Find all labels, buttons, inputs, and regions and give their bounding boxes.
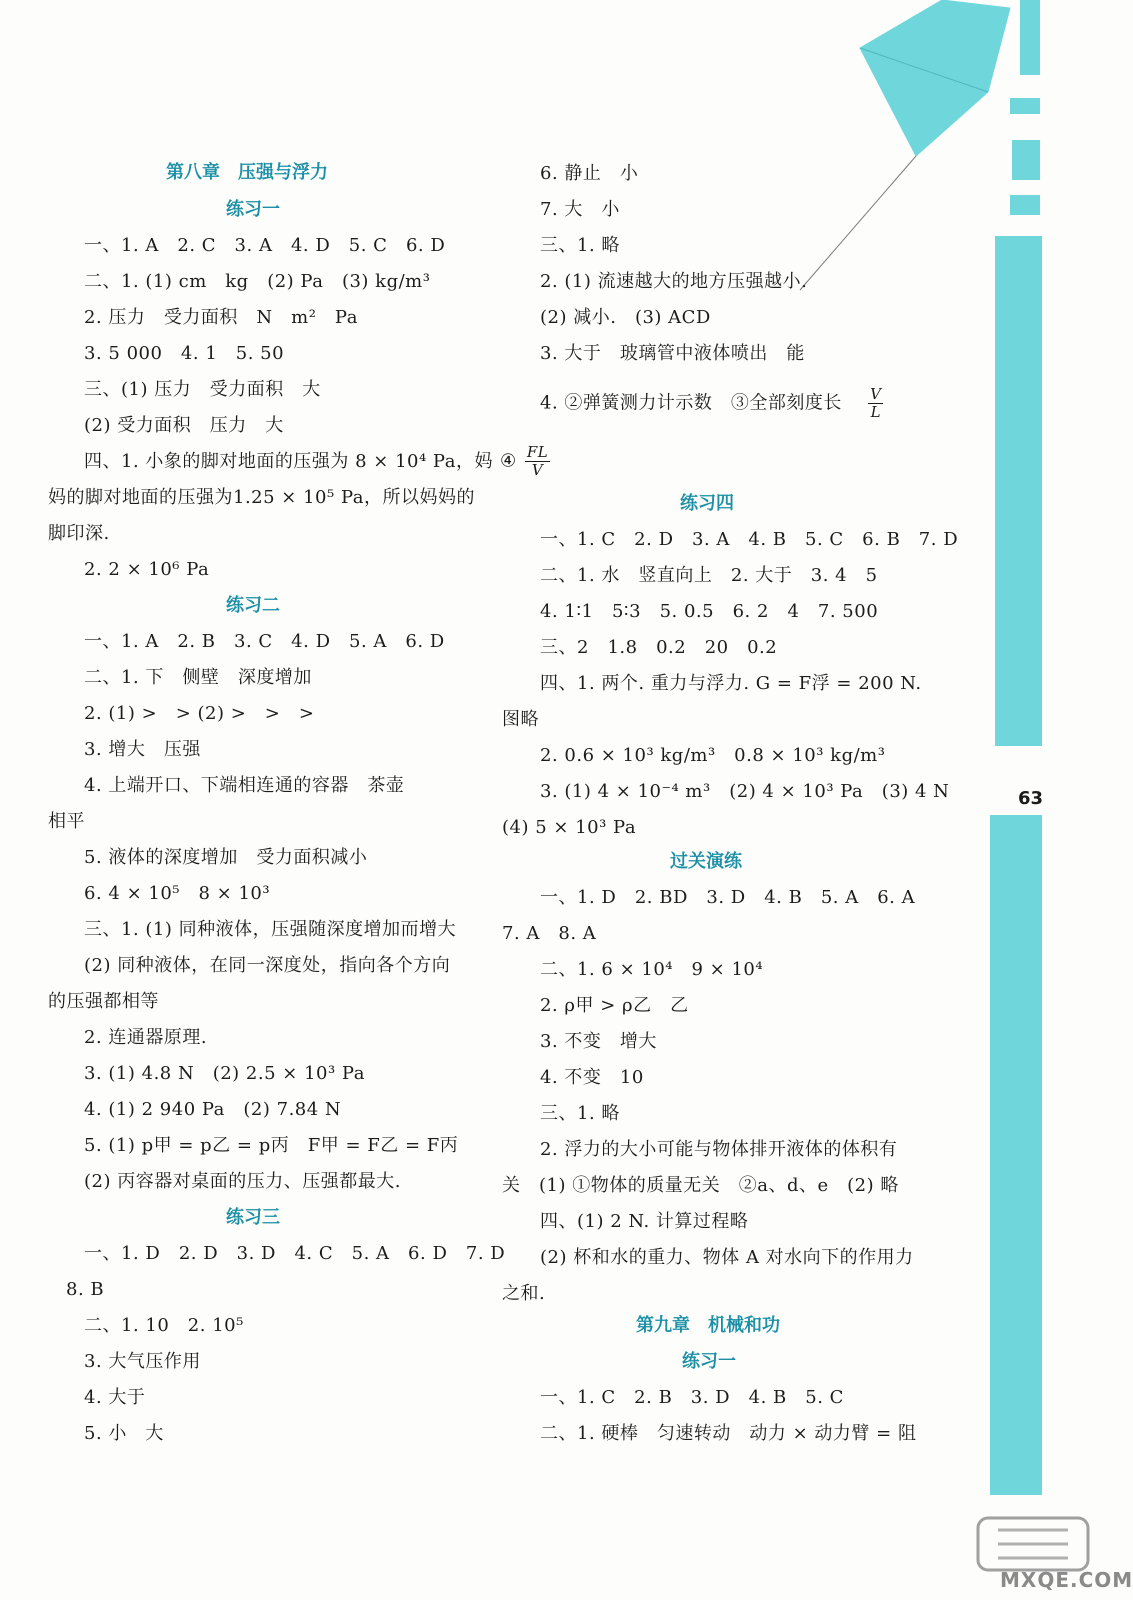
ex3-cont-line	[540, 386, 885, 421]
fraction-numerator: V	[870, 385, 882, 403]
ex4-line: 3. (1) 4 × 10⁻⁴ m³ (2) 4 × 10³ Pa (3) 4 N	[540, 781, 950, 802]
ex3-cont-line: 3. 大于 玻璃管中液体喷出 能	[540, 343, 805, 364]
review-line: 关 (1) ①物体的质量无关 ②a、d、e (2) 略	[502, 1175, 899, 1196]
fraction-v-over-l	[868, 386, 883, 421]
ex3-line: 一、1. D 2. D 3. D 4. C 5. A 6. D 7. D	[84, 1243, 506, 1264]
ch9-ex1-line: 一、1. C 2. B 3. D 4. B 5. C	[540, 1387, 844, 1408]
ex4-line: 二、1. 水 竖直向上 2. 大于 3. 4 5	[540, 565, 878, 586]
exercise-2-title: 练习二	[226, 595, 280, 616]
ex2-line: 6. 4 × 10⁵ 8 × 10³	[84, 883, 271, 904]
review-line: 二、1. 6 × 10⁴ 9 × 10⁴	[540, 959, 764, 980]
ex2-line: 5. 液体的深度增加 受力面积减小	[84, 847, 368, 868]
ex2-line: 5. (1) p甲 = p乙 = p丙 F甲 = F乙 = F丙	[84, 1135, 459, 1156]
ex1-line: 2. 压力 受力面积 N m² Pa	[84, 307, 358, 328]
review-line: 7. A 8. A	[502, 923, 597, 944]
fraction-prefix: ④	[500, 450, 517, 472]
ex2-line: 4. (1) 2 940 Pa (2) 7.84 N	[84, 1099, 342, 1120]
ch9-ex1-line: 二、1. 硬棒 匀速转动 动力 × 动力臂 = 阻	[540, 1423, 917, 1444]
ex2-line: 2. (1) > > (2) > > >	[84, 703, 315, 724]
review-line: 3. 不变 增大	[540, 1031, 657, 1052]
ex2-line: 相平	[48, 811, 85, 832]
ex2-line: 2. 连通器原理.	[84, 1027, 208, 1048]
ex3-cont-line: (2) 减小. (3) ACD	[540, 307, 711, 328]
ex3-cont-line: 7. 大 小	[540, 199, 620, 220]
review-line: 三、1. 略	[540, 1103, 620, 1124]
ex4-line: 一、1. C 2. D 3. A 4. B 5. C 6. B 7. D	[540, 529, 959, 550]
ex2-line: (2) 丙容器对桌面的压力、压强都最大.	[84, 1171, 401, 1192]
ex3-q4-text: 4. ②弹簧测力计示数 ③全部刻度长	[540, 392, 842, 414]
review-line: 四、(1) 2 N. 计算过程略	[540, 1211, 749, 1232]
side-band-mid	[995, 236, 1042, 746]
fraction-denominator: V	[531, 461, 544, 479]
chapter-9-title: 第九章 机械和功	[636, 1315, 780, 1336]
kite-illustration	[860, 0, 1040, 300]
ex3-cont-line: 三、1. 略	[540, 235, 620, 256]
ex1-line: (2) 受力面积 压力 大	[84, 415, 284, 436]
ex1-line: 2. 2 × 10⁶ Pa	[84, 559, 210, 580]
ch9-exercise-1-title: 练习一	[682, 1351, 736, 1372]
review-line: 一、1. D 2. BD 3. D 4. B 5. A 6. A	[540, 887, 916, 908]
ex1-line: 3. 5 000 4. 1 5. 50	[84, 343, 285, 364]
exercise-4-title: 练习四	[680, 493, 734, 514]
ex4-line: 4. 1∶1 5∶3 5. 0.5 6. 2 4 7. 500	[540, 601, 879, 622]
ex1-line: 妈的脚对地面的压强为1.25 × 10⁵ Pa，所以妈妈的	[48, 487, 475, 508]
fraction-fl-over-v	[525, 444, 550, 479]
chapter-8-title: 第八章 压强与浮力	[166, 162, 328, 183]
ex1-line: 三、(1) 压力 受力面积 大	[84, 379, 321, 400]
ex4-line: (4) 5 × 10³ Pa	[502, 817, 637, 838]
ex4-line: 图略	[502, 709, 539, 730]
ex2-line: 3. 增大 压强	[84, 739, 201, 760]
ex2-line: 一、1. A 2. B 3. C 4. D 5. A 6. D	[84, 631, 445, 652]
ex2-line: 的压强都相等	[48, 991, 159, 1012]
ex4-line: 2. 0.6 × 10³ kg/m³ 0.8 × 10³ kg/m³	[540, 745, 886, 766]
ex2-line: 二、1. 下 侧壁 深度增加	[84, 667, 312, 688]
review-line: 2. 浮力的大小可能与物体排开液体的体积有	[540, 1139, 898, 1160]
ex4-line: 三、2 1.8 0.2 20 0.2	[540, 637, 778, 658]
ex4-line: 四、1. 两个. 重力与浮力. G = F浮 = 200 N.	[540, 673, 922, 694]
watermark-domain: MXQE.COM	[1000, 1568, 1133, 1592]
ex1-line: 一、1. A 2. C 3. A 4. D 5. C 6. D	[84, 235, 446, 256]
side-band-bottom	[990, 815, 1042, 1495]
ex1-line: 脚印深.	[48, 523, 110, 544]
ex2-line: (2) 同种液体，在同一深度处，指向各个方向	[84, 955, 451, 976]
ex2-line: 3. (1) 4.8 N (2) 2.5 × 10³ Pa	[84, 1063, 365, 1084]
review-title: 过关演练	[670, 851, 742, 872]
page-number: 63	[1018, 788, 1044, 809]
review-line: (2) 杯和水的重力、物体 A 对水向下的作用力	[540, 1247, 914, 1268]
fraction-numerator: FL	[526, 443, 549, 461]
exercise-3-title: 练习三	[226, 1207, 280, 1228]
ex3-cont-line: 2. (1) 流速越大的地方压强越小.	[540, 271, 808, 292]
review-line: 之和.	[502, 1283, 546, 1304]
fraction-denominator: L	[870, 403, 882, 421]
ex3-cont-line	[500, 444, 552, 479]
ex3-line: 5. 小 大	[84, 1423, 164, 1444]
ex1-line: 二、1. (1) cm kg (2) Pa (3) kg/m³	[84, 271, 431, 292]
ex3-line: 4. 大于	[84, 1387, 146, 1408]
ex3-line: 8. B	[66, 1279, 105, 1300]
ex3-line: 二、1. 10 2. 10⁵	[84, 1315, 244, 1336]
ex2-line: 三、1. (1) 同种液体，压强随深度增加而增大	[84, 919, 457, 940]
ex1-line: 四、1. 小象的脚对地面的压强为 8 × 10⁴ Pa，妈	[84, 451, 493, 472]
review-line: 2. ρ甲 > ρ乙 乙	[540, 995, 689, 1016]
exercise-1-title: 练习一	[226, 199, 280, 220]
review-line: 4. 不变 10	[540, 1067, 644, 1088]
ex3-cont-line: 6. 静止 小	[540, 163, 639, 184]
ex2-line: 4. 上端开口、下端相连通的容器 茶壶	[84, 775, 405, 796]
ex3-line: 3. 大气压作用	[84, 1351, 201, 1372]
